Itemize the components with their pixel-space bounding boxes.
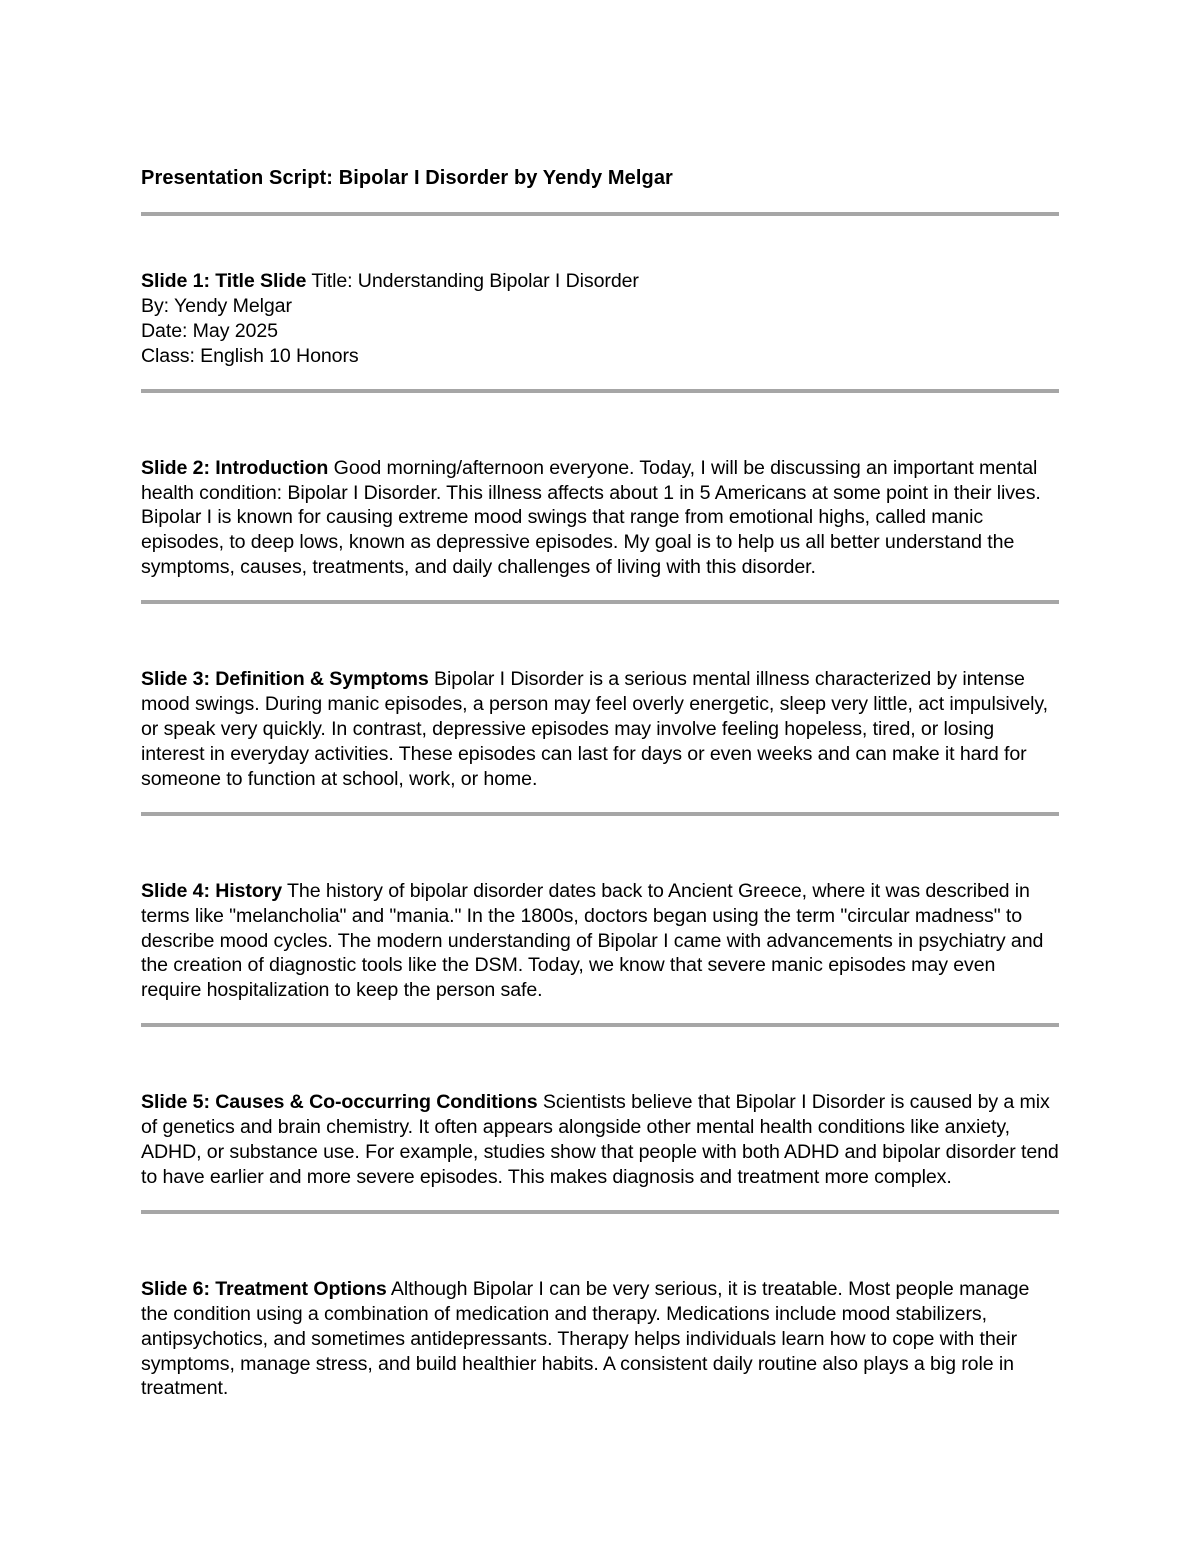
slide-3-section [141,667,1059,792]
slide-3-paragraph [141,667,1059,792]
slide-4-paragraph [141,879,1059,1004]
slide-3-body: Bipolar I Disorder is a serious mental illness characterized by intense mood swings. During manic episodes, a person may feel overly energetic, sleep very little, act impulsively, or speak very quickly. In contrast, depressive episodes may involve feeling hopeless, tired, or losing interest in everyday activities. These episodes can last for days or even weeks and can make it hard for someone to function at school, work, or home. [141,668,1048,790]
slide-1-heading: Slide 1: Title Slide [141,270,307,292]
section-divider [141,1210,1059,1214]
slide-4-heading: Slide 4: History [141,879,283,902]
slide-6-section [141,1277,1059,1402]
slide-6-heading: Slide 6: Treatment Options [141,1277,387,1300]
slide-1-title-line: Title: Understanding Bipolar I Disorder [311,270,639,292]
slide-6-paragraph [141,1277,1059,1402]
slide-5-paragraph [141,1090,1059,1190]
slide-1-section [141,269,1059,369]
slide-1-author-line: By: Yendy Melgar [141,294,292,317]
slide-3-heading: Slide 3: Definition & Symptoms [141,668,429,691]
section-divider [141,812,1059,816]
section-divider [141,212,1059,216]
document-page [141,164,1059,1401]
section-divider [141,600,1059,604]
section-divider [141,1023,1059,1027]
slide-4-body: The history of bipolar disorder dates back to Ancient Greece, where it was described in terms like "melancholia" and "mania." In the 1800s, doctors began using the term "circular madness" to describe mood cycles. The modern understanding of Bipolar I came with advancements in psychiatry and the creation of diagnostic tools like the DSM. Today, we know that severe manic episodes may even require hospitalization to keep the person safe. [141,879,1044,1002]
slide-5-body: Scientists believe that Bipolar I Disorder is caused by a mix of genetics and brain chemistry. It often appears alongside other mental health conditions like anxiety, ADHD, or substance use. For example, studies show that people with both ADHD and bipolar disorder tend to have earlier and more severe episodes. This makes diagnosis and treatment more complex. [141,1091,1059,1188]
slide-6-body: Although Bipolar I can be very serious, it is treatable. Most people manage the condition using a combination of medication and therapy. Medications include mood stabilizers, antipsychotics, and sometimes antidepressants. Therapy helps individuals learn how to cope with their symptoms, manage stress, and build healthier habits. A consistent daily routine also plays a big role in treatment. [141,1277,1030,1400]
slide-5-section [141,1090,1059,1190]
slide-1-date-line: Date: May 2025 [141,319,278,342]
slide-2-section [141,456,1059,581]
slide-2-heading: Slide 2: Introduction [141,456,329,479]
slide-4-section [141,879,1059,1004]
slide-5-heading: Slide 5: Causes & Co-occurring Conditions [141,1091,538,1114]
slide-1-paragraph [141,269,1059,369]
slide-2-body: Good morning/afternoon everyone. Today, I will be discussing an important mental health condition: Bipolar I Disorder. This illness affects about 1 in 5 Americans at some point in their lives. Bipolar I is known for causing extreme mood swings that range from emotional highs, called manic episodes, to deep lows, known as depressive episodes. My goal is to help us all better understand the symptoms, causes, treatments, and daily challenges of living with this disorder. [141,456,1041,579]
document-title: Presentation Script: Bipolar I Disorder by Yendy Melgar [141,167,673,189]
slide-1-class-line: Class: English 10 Honors [141,344,359,367]
slide-2-paragraph [141,456,1059,581]
section-divider [141,389,1059,393]
